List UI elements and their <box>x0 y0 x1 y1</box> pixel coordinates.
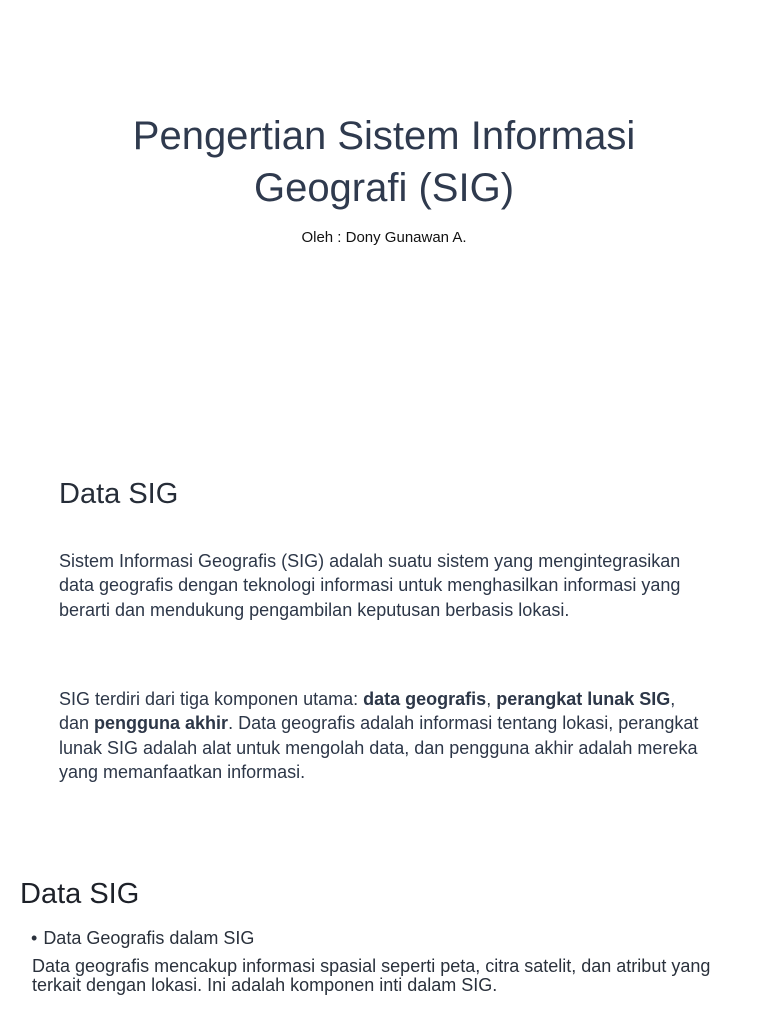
components-paragraph <box>59 687 709 784</box>
components-rest: . Data geografis adalah informasi tentang lokasi, perangkat lunak SIG adalah alat untuk mengolah data, dan pengguna akhir adalah mereka yang memanfaatkan informasi. <box>59 713 699 782</box>
bold-pengguna-akhir: pengguna akhir <box>94 713 229 734</box>
content-slide-data-sig <box>0 460 768 840</box>
content-slide-data-geografis <box>0 868 768 1024</box>
bold-perangkat-lunak: perangkat lunak SIG <box>496 689 671 709</box>
title-line-2: Geografi (SIG) <box>253 166 515 210</box>
author-subtitle: Oleh : Dony Gunawan A. <box>301 229 467 246</box>
slide-heading: Data SIG <box>59 478 179 510</box>
slide-heading: Data SIG <box>20 878 140 910</box>
components-separator-2: , dan <box>59 689 676 734</box>
title-line-1: Pengertian Sistem Informasi <box>132 114 636 158</box>
title-slide <box>0 0 768 400</box>
definition-paragraph: Sistem Informasi Geografis (SIG) adalah suatu sistem yang mengintegrasikan data geografis dengan teknologi informasi untuk menghasilkan informasi yang berarti dan mendukung pengambilan keputusan berbasis lokasi. <box>59 551 681 620</box>
components-intro: SIG terdiri dari tiga komponen utama: <box>59 689 364 709</box>
data-geografis-paragraph: Data geografis mencakup informasi spasial seperti peta, citra satelit, dan atribut yang terkait dengan lokasi. Ini adalah komponen inti dalam SIG. <box>32 956 711 995</box>
bold-data-geografis: data geografis <box>363 689 487 709</box>
bullet-item <box>31 928 254 949</box>
components-separator-1: , <box>486 689 497 709</box>
presentation-title <box>60 110 708 214</box>
bullet-label: Data Geografis dalam SIG <box>43 928 255 948</box>
bullet-icon: • <box>31 928 38 948</box>
